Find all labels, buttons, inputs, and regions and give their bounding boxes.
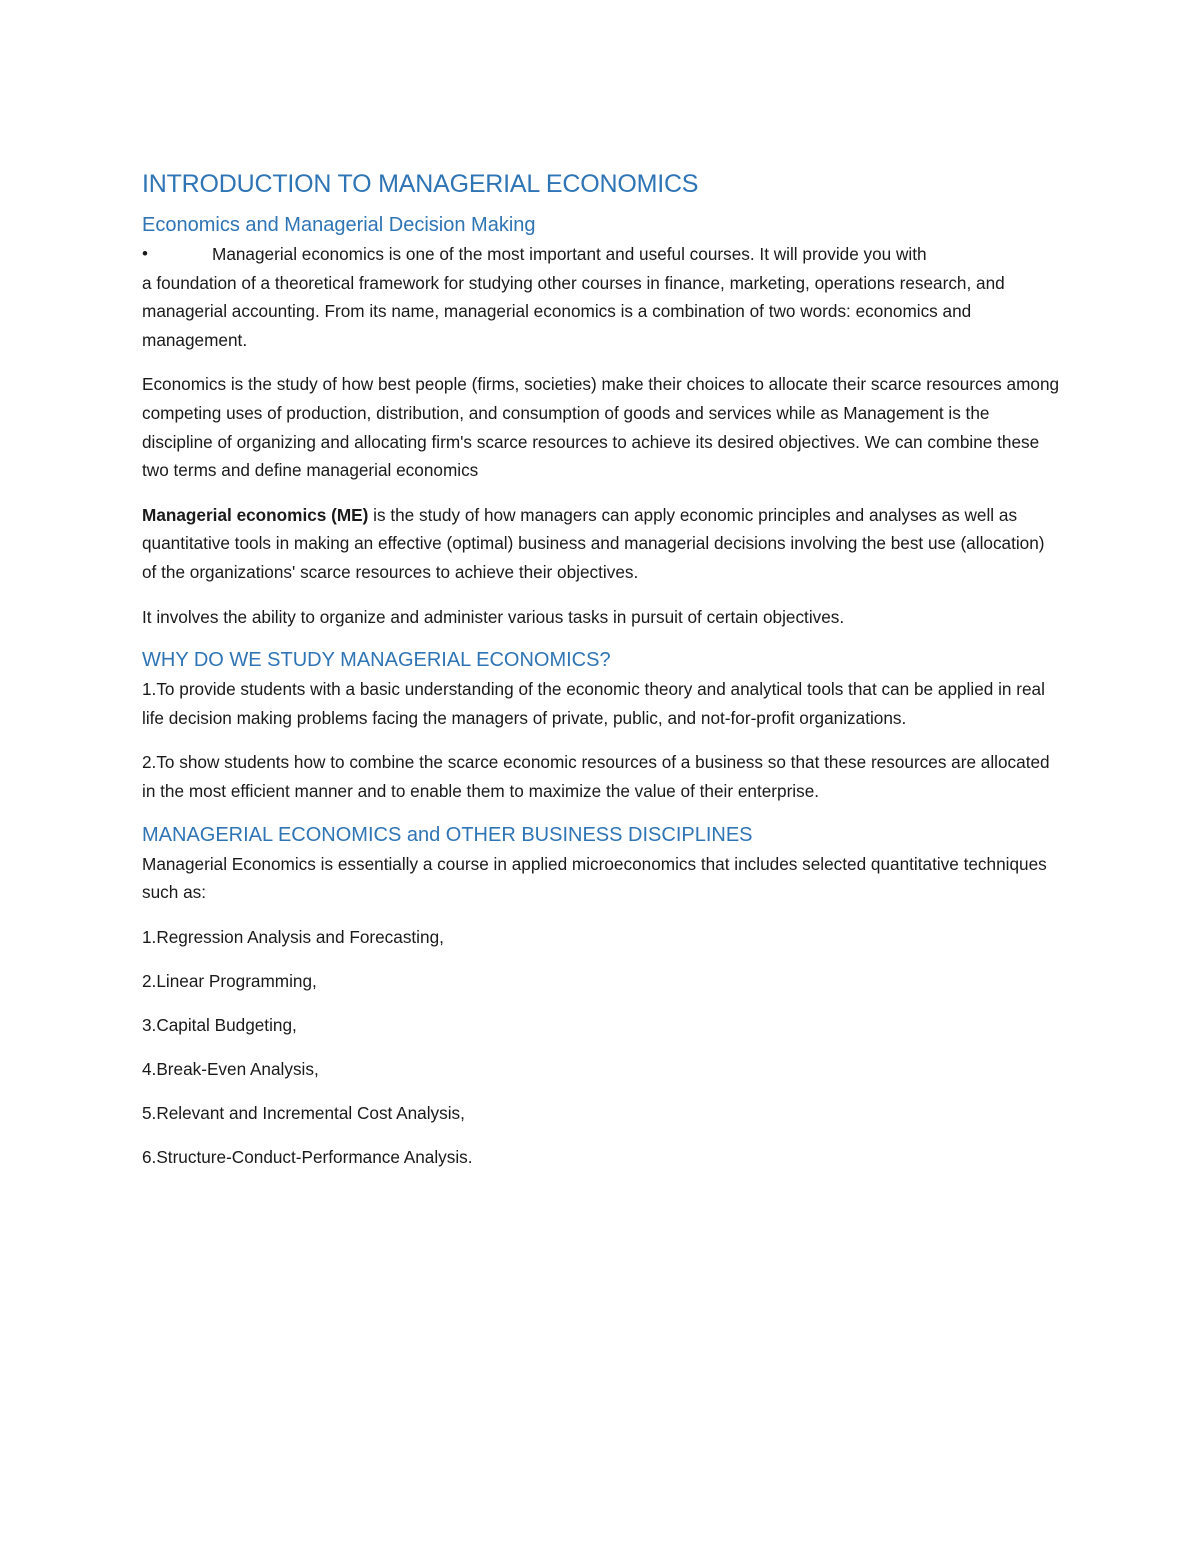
disciplines-intro: Managerial Economics is essentially a course in applied microeconomics that includes selected quantitative techniques such as: bbox=[142, 853, 1047, 903]
why-point-2: 2.To show students how to combine the scarce economic resources of a business so that these resources are allocated in the most efficient manner and to enable them to maximize the value of their enterprise. bbox=[142, 752, 1050, 801]
document-title: INTRODUCTION TO MANAGERIAL ECONOMICS bbox=[142, 170, 699, 198]
bullet-first-line: Managerial economics is one of the most important and useful courses. It will provide you with bbox=[212, 244, 927, 264]
section-heading-decision-making: Economics and Managerial Decision Making bbox=[142, 214, 536, 236]
technique-item: 4.Break-Even Analysis, bbox=[142, 1058, 319, 1079]
technique-item: 2.Linear Programming, bbox=[142, 970, 317, 991]
technique-item: 6.Structure-Conduct-Performance Analysis. bbox=[142, 1147, 473, 1168]
paragraph-involves: It involves the ability to organize and administer various tasks in pursuit of certain objectives. bbox=[142, 606, 845, 627]
me-term: Managerial economics (ME) bbox=[142, 504, 369, 525]
why-point-1: 1.To provide students with a basic understanding of the economic theory and analytical tools that can be applied in real life decision making problems facing the managers of private, public, and not-for-profit organizations. bbox=[142, 679, 1045, 728]
paragraph-economics-definition: Economics is the study of how best people (firms, societies) make their choices to allocate their scarce resources among competing uses of production, distribution, and consumption of goods and services while as Management is the discipline of organizing and allocating firm's scarce resources to achieve its desired objectives. We can combine these two terms and define managerial economics bbox=[142, 374, 1060, 481]
me-definition-text: is the study of how managers can apply economic principles and analyses as well as quantitative tools in making an effective (optimal) business and managerial decisions involving the best use (allocation) of the organizations' scarce resources to achieve their objectives. bbox=[142, 504, 1045, 582]
document-page bbox=[142, 166, 1062, 1187]
paragraph-me-definition bbox=[142, 501, 1062, 587]
section-heading-other-disciplines: MANAGERIAL ECONOMICS and OTHER BUSINESS DISCIPLINES bbox=[142, 823, 753, 846]
bullet-continuation: a foundation of a theoretical framework for studying other courses in finance, marketing, operations research, and managerial accounting. From its name, managerial economics is a combination of two words: economics and management. bbox=[142, 272, 1005, 350]
section-heading-why-study: WHY DO WE STUDY MANAGERIAL ECONOMICS? bbox=[142, 649, 611, 672]
technique-item: 5.Relevant and Incremental Cost Analysis, bbox=[142, 1103, 465, 1124]
technique-item: 3.Capital Budgeting, bbox=[142, 1014, 297, 1035]
bullet-item bbox=[142, 240, 1062, 269]
technique-item: 1.Regression Analysis and Forecasting, bbox=[142, 926, 444, 947]
bullet-icon: • bbox=[142, 244, 148, 263]
